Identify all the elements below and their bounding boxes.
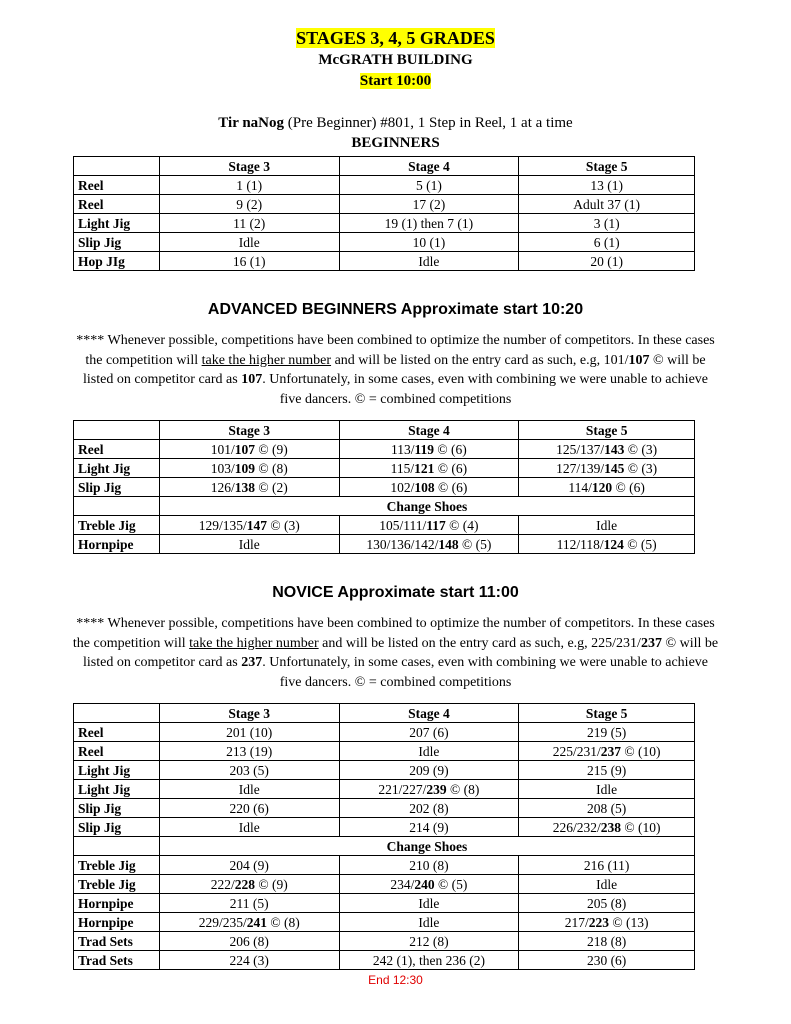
- table-cell: [159, 742, 339, 761]
- table-cell: [519, 856, 695, 875]
- table-cell: Adult 37 (1): [519, 195, 695, 214]
- note-text: and will be listed on the entry card as such, e.g, 225/231/: [318, 635, 641, 651]
- cell-bold: 239: [426, 781, 447, 797]
- cell-text: © (10): [621, 743, 661, 759]
- note-text: © will be: [649, 352, 706, 368]
- cell-bold: 121: [414, 460, 435, 476]
- cell-bold: 223: [588, 914, 610, 930]
- cell-text: 242 (1), then 236 (2): [372, 952, 485, 968]
- cell-text: © (9): [254, 441, 288, 457]
- cell-text: 230 (6): [586, 952, 627, 968]
- table-row: [74, 252, 695, 271]
- blank-cell: [74, 837, 160, 856]
- dance-name: Light Jig: [74, 780, 160, 799]
- header-cell: Stage 4: [339, 704, 519, 723]
- table-header-row: [74, 421, 695, 440]
- table-cell: 11 (2): [159, 214, 339, 233]
- change-shoes-label: Change Shoes: [159, 497, 694, 516]
- table-row: [74, 195, 695, 214]
- dance-name: Treble Jig: [74, 516, 160, 535]
- dance-name: Hornpipe: [74, 535, 160, 554]
- cell-text: 211 (5): [229, 895, 269, 911]
- beginners-table: [73, 156, 695, 271]
- table-cell: Idle: [159, 233, 339, 252]
- table-cell: 5 (1): [339, 176, 519, 195]
- table-row: [74, 799, 695, 818]
- table-cell: [339, 951, 519, 970]
- table-cell: [519, 535, 695, 554]
- header-cell: Stage 4: [339, 157, 519, 176]
- dance-name: Hornpipe: [74, 894, 160, 913]
- table-cell: 13 (1): [519, 176, 695, 195]
- cell-bold: 138: [234, 479, 255, 495]
- table-cell: [159, 516, 339, 535]
- dance-name: Light Jig: [74, 761, 160, 780]
- novice-table: [73, 703, 695, 970]
- note-text: the competition will: [85, 352, 202, 368]
- table-row: [74, 818, 695, 837]
- table-cell: [519, 478, 695, 497]
- novice-note: [0, 614, 791, 692]
- dance-name: Slip Jig: [74, 478, 160, 497]
- table-cell: Idle: [339, 252, 519, 271]
- table-cell: [159, 478, 339, 497]
- table-cell: 10 (1): [339, 233, 519, 252]
- cell-text: 126/: [210, 479, 235, 495]
- cell-text: 113/: [391, 441, 415, 457]
- table-row: [74, 459, 695, 478]
- dance-name: Treble Jig: [74, 856, 160, 875]
- table-cell: [159, 951, 339, 970]
- cell-bold: 228: [234, 876, 255, 892]
- cell-bold: 117: [426, 517, 446, 533]
- dance-name: Hornpipe: [74, 913, 160, 932]
- note-bold: 237: [241, 655, 263, 670]
- header-blank-cell: [74, 704, 160, 723]
- table-cell: [339, 818, 519, 837]
- table-cell: [519, 818, 695, 837]
- cell-text: © (3): [624, 460, 658, 476]
- table-cell: [519, 723, 695, 742]
- cell-text: 202 (8): [409, 800, 449, 816]
- header-cell: Stage 3: [159, 157, 339, 176]
- cell-text: 216 (11): [583, 857, 630, 873]
- cell-bold: 120: [591, 479, 613, 495]
- advanced-note-line-3: [0, 370, 791, 390]
- change-shoes-row: [74, 497, 695, 516]
- table-cell: 9 (2): [159, 195, 339, 214]
- novice-note-line-3: [0, 653, 791, 673]
- cell-text: © (5): [458, 536, 492, 552]
- cell-text: 205 (8): [586, 895, 627, 911]
- cell-bold: 238: [600, 819, 622, 835]
- cell-text: 207 (6): [409, 724, 449, 740]
- table-cell: [339, 780, 519, 799]
- cell-bold: 148: [438, 536, 459, 552]
- table-cell: [519, 799, 695, 818]
- note-text: the competition will: [72, 635, 190, 651]
- end-time: End 12:30: [368, 973, 423, 987]
- table-row: [74, 535, 695, 554]
- table-cell: [339, 742, 519, 761]
- table-cell: [339, 856, 519, 875]
- table-cell: [159, 459, 339, 478]
- cell-text: Idle: [418, 743, 440, 759]
- cell-text: 115/: [390, 460, 415, 476]
- cell-text: 215 (9): [586, 762, 627, 778]
- blank-cell: [74, 497, 160, 516]
- table-cell: [339, 459, 519, 478]
- cell-bold: 237: [600, 743, 622, 759]
- cell-bold: 109: [234, 460, 255, 476]
- dance-name: Treble Jig: [74, 875, 160, 894]
- cell-text: © (5): [623, 536, 657, 552]
- dance-name: Reel: [74, 723, 160, 742]
- advanced-note-line-2: [0, 351, 791, 371]
- table-cell: 19 (1) then 7 (1): [339, 214, 519, 233]
- cell-text: 218 (8): [586, 933, 627, 949]
- cell-text: © (10): [621, 819, 661, 835]
- table-cell: [519, 913, 695, 932]
- table-cell: [519, 951, 695, 970]
- advanced-note: [0, 331, 791, 409]
- note-text: and will be listed on the entry card as such, e.g, 101/: [331, 352, 629, 368]
- cell-text: 213 (19): [226, 743, 273, 759]
- table-cell: [339, 535, 519, 554]
- header-cell: Stage 5: [519, 704, 695, 723]
- header-blank-cell: [74, 421, 160, 440]
- cell-text: 125/137/: [556, 441, 605, 457]
- table-cell: [339, 723, 519, 742]
- table-row: [74, 742, 695, 761]
- cell-text: 203 (5): [229, 762, 269, 778]
- cell-text: © (6): [434, 460, 468, 476]
- note-text: . Unfortunately, in some cases, even with combining we were unable to achieve: [262, 372, 708, 387]
- cell-text: 229/235/: [198, 914, 247, 930]
- table-cell: [159, 913, 339, 932]
- novice-note-line-2: [0, 634, 791, 654]
- novice-note-line-4: five dancers. © = combined competitions: [279, 674, 512, 690]
- cell-text: Idle: [418, 914, 440, 930]
- table-row: [74, 951, 695, 970]
- cell-text: 219 (5): [586, 724, 627, 740]
- dance-name: Hop JIg: [74, 252, 160, 271]
- table-row: [74, 894, 695, 913]
- table-row: [74, 723, 695, 742]
- cell-text: 210 (8): [409, 857, 449, 873]
- novice-title: NOVICE Approximate start 11:00: [272, 584, 519, 601]
- advanced-table: [73, 420, 695, 554]
- dance-name: Reel: [74, 176, 160, 195]
- tirnanog-desc: (Pre Beginner) #801, 1 Step in Reel, 1 at a time: [284, 115, 573, 131]
- table-row: [74, 761, 695, 780]
- cell-text: © (8): [446, 781, 480, 797]
- cell-text: Idle: [238, 536, 260, 552]
- tirnanog-name: Tir naNog: [218, 115, 285, 131]
- table-cell: [339, 516, 519, 535]
- dance-name: Trad Sets: [74, 932, 160, 951]
- cell-text: 206 (8): [229, 933, 269, 949]
- cell-text: Idle: [596, 876, 618, 892]
- table-cell: [159, 440, 339, 459]
- table-row: [74, 214, 695, 233]
- cell-text: © (9): [254, 876, 288, 892]
- header-cell: Stage 5: [519, 157, 695, 176]
- cell-text: 129/135/: [198, 517, 247, 533]
- cell-text: Idle: [596, 781, 618, 797]
- cell-text: © (6): [434, 479, 468, 495]
- table-cell: [159, 761, 339, 780]
- cell-text: Idle: [238, 781, 260, 797]
- table-cell: [519, 780, 695, 799]
- cell-text: © (8): [254, 460, 288, 476]
- table-row: [74, 176, 695, 195]
- table-cell: [159, 799, 339, 818]
- cell-text: 101/: [210, 441, 235, 457]
- dance-name: Slip Jig: [74, 233, 160, 252]
- cell-text: 201 (10): [226, 724, 273, 740]
- table-row: [74, 856, 695, 875]
- cell-text: 224 (3): [229, 952, 269, 968]
- cell-text: © (6): [434, 441, 467, 457]
- dance-name: Reel: [74, 440, 160, 459]
- cell-text: 130/136/142/: [366, 536, 439, 552]
- table-cell: [159, 723, 339, 742]
- table-cell: [159, 894, 339, 913]
- note-bold: 107: [241, 372, 263, 387]
- building-name: McGRATH BUILDING: [318, 52, 473, 68]
- table-row: [74, 780, 695, 799]
- table-cell: [519, 440, 695, 459]
- cell-bold: 119: [414, 441, 435, 457]
- cell-text: 112/118/: [556, 536, 604, 552]
- table-header-row: [74, 704, 695, 723]
- header-cell: Stage 5: [519, 421, 695, 440]
- note-text: listed on competitor card as: [82, 372, 242, 387]
- start-time: Start 10:00: [359, 73, 432, 89]
- table-cell: [519, 932, 695, 951]
- cell-text: 209 (9): [409, 762, 449, 778]
- table-cell: 20 (1): [519, 252, 695, 271]
- note-underline: take the higher number: [189, 635, 319, 651]
- table-cell: 3 (1): [519, 214, 695, 233]
- cell-text: 114/: [568, 479, 592, 495]
- note-underline: take the higher number: [201, 352, 332, 368]
- note-text: . Unfortunately, in some cases, even with combining we were unable to achieve: [262, 655, 708, 670]
- cell-text: 214 (9): [409, 819, 449, 835]
- table-cell: [339, 478, 519, 497]
- table-cell: [519, 516, 695, 535]
- cell-bold: 143: [604, 441, 625, 457]
- table-cell: [339, 875, 519, 894]
- header-cell: Stage 4: [339, 421, 519, 440]
- cell-bold: 107: [234, 441, 255, 457]
- cell-text: 221/227/: [378, 781, 427, 797]
- start-time-wrap: [0, 73, 791, 90]
- dance-name: Light Jig: [74, 214, 160, 233]
- header-blank-cell: [74, 157, 160, 176]
- beginners-title: BEGINNERS: [351, 135, 440, 151]
- dance-name: Trad Sets: [74, 951, 160, 970]
- table-row: [74, 233, 695, 252]
- table-cell: 1 (1): [159, 176, 339, 195]
- advanced-title: ADVANCED BEGINNERS Approximate start 10:20: [207, 301, 584, 318]
- table-row: [74, 913, 695, 932]
- table-cell: 16 (1): [159, 252, 339, 271]
- dance-name: Reel: [74, 195, 160, 214]
- advanced-note-line-1: **** Whenever possible, competitions have been combined to optimize the number of competitors. In these cases: [76, 333, 715, 348]
- cell-text: Idle: [418, 895, 440, 911]
- table-cell: [339, 440, 519, 459]
- cell-text: 103/: [210, 460, 235, 476]
- cell-bold: 108: [414, 479, 435, 495]
- cell-text: 226/232/: [552, 819, 601, 835]
- table-header-row: [74, 157, 695, 176]
- table-cell: [159, 780, 339, 799]
- cell-text: 127/139/: [556, 460, 605, 476]
- cell-text: 220 (6): [229, 800, 269, 816]
- table-cell: [339, 894, 519, 913]
- table-cell: [519, 875, 695, 894]
- cell-text: © (13): [609, 914, 649, 930]
- table-cell: [159, 875, 339, 894]
- table-row: [74, 478, 695, 497]
- cell-text: 217/: [564, 914, 589, 930]
- cell-text: © (3): [266, 517, 300, 533]
- table-cell: [519, 459, 695, 478]
- cell-text: © (3): [624, 441, 658, 457]
- header-title-wrap: [0, 28, 791, 49]
- note-bold: 107: [628, 352, 650, 368]
- table-cell: [339, 913, 519, 932]
- cell-text: © (6): [612, 479, 645, 495]
- page-title: STAGES 3, 4, 5 GRADES: [296, 28, 495, 48]
- advanced-note-line-4: five dancers. © = combined competitions: [279, 391, 512, 407]
- dance-name: Slip Jig: [74, 799, 160, 818]
- note-bold: 237: [640, 635, 662, 651]
- cell-text: 102/: [390, 479, 415, 495]
- table-cell: [339, 932, 519, 951]
- cell-text: 212 (8): [409, 933, 449, 949]
- cell-text: Idle: [596, 517, 618, 533]
- cell-text: 204 (9): [229, 857, 269, 873]
- header-cell: Stage 3: [159, 421, 339, 440]
- tirnanog-line: [0, 115, 791, 132]
- cell-bold: 124: [603, 536, 624, 552]
- table-row: [74, 516, 695, 535]
- table-row: [74, 932, 695, 951]
- table-cell: 6 (1): [519, 233, 695, 252]
- table-cell: [519, 894, 695, 913]
- dance-name: Reel: [74, 742, 160, 761]
- change-shoes-row: [74, 837, 695, 856]
- cell-text: 225/231/: [552, 743, 601, 759]
- cell-text: 105/111/: [379, 517, 427, 533]
- cell-text: © (5): [434, 876, 468, 892]
- cell-bold: 145: [604, 460, 625, 476]
- table-cell: [159, 818, 339, 837]
- cell-bold: 147: [246, 517, 267, 533]
- cell-text: 234/: [390, 876, 415, 892]
- table-row: [74, 440, 695, 459]
- cell-text: © (4): [445, 517, 479, 533]
- table-cell: [159, 932, 339, 951]
- cell-text: 208 (5): [586, 800, 627, 816]
- dance-name: Light Jig: [74, 459, 160, 478]
- note-text: © will be: [661, 635, 719, 651]
- novice-note-line-1: **** Whenever possible, competitions have been combined to optimize the number of competitors. In these cases: [76, 616, 715, 631]
- cell-text: Idle: [238, 819, 260, 835]
- table-cell: 17 (2): [339, 195, 519, 214]
- cell-text: © (8): [266, 914, 300, 930]
- header-cell: Stage 3: [159, 704, 339, 723]
- table-cell: [339, 761, 519, 780]
- table-row: [74, 875, 695, 894]
- table-cell: [159, 535, 339, 554]
- note-text: listed on competitor card as: [82, 655, 242, 670]
- cell-bold: 241: [246, 914, 267, 930]
- table-cell: [519, 761, 695, 780]
- change-shoes-label: Change Shoes: [159, 837, 694, 856]
- cell-text: © (2): [254, 479, 288, 495]
- cell-text: 222/: [210, 876, 235, 892]
- dance-name: Slip Jig: [74, 818, 160, 837]
- table-cell: [519, 742, 695, 761]
- table-cell: [159, 856, 339, 875]
- cell-bold: 240: [414, 876, 435, 892]
- table-cell: [339, 799, 519, 818]
